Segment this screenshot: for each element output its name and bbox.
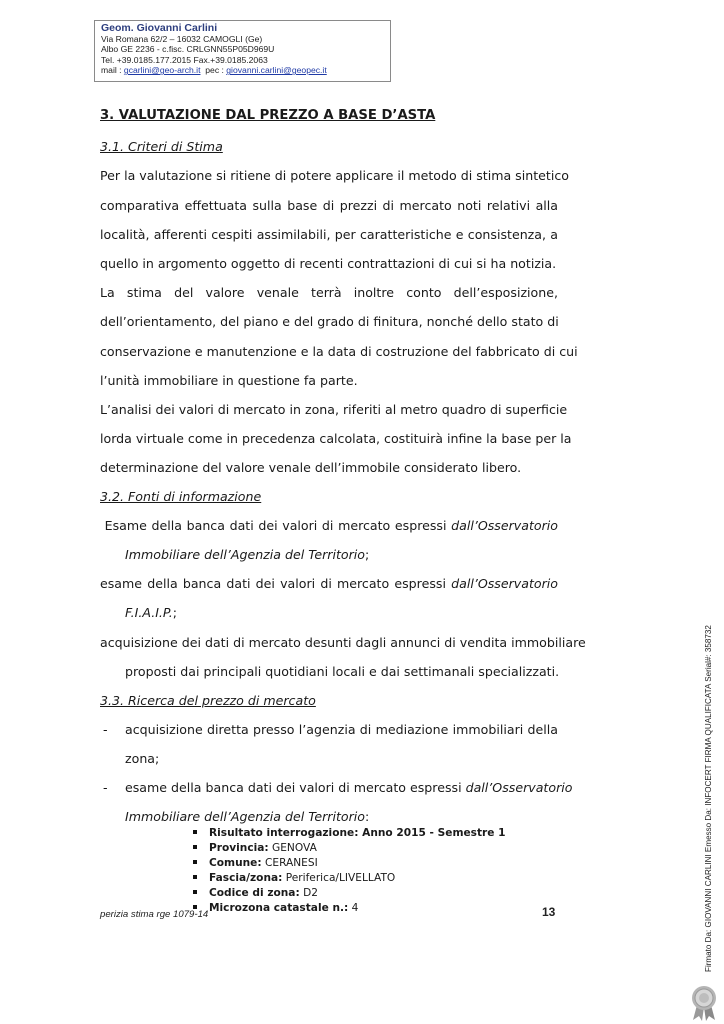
list-item: Risultato interrogazione: Anno 2015 - Semestre 1	[193, 826, 506, 841]
list-item: Codice di zona: D2	[193, 886, 506, 901]
paragraph-line: L’analisi dei valori di mercato in zona, riferiti al metro quadro di superficie	[100, 402, 568, 417]
source-item-ads: acquisizione dei dati di mercato desunti dagli annunci di vendita immobiliare	[100, 635, 586, 650]
subheading-fonti: 3.2. Fonti di informazione	[100, 489, 262, 504]
dash-marker: -	[103, 722, 108, 737]
paragraph-line: La stima del valore venale terrà inoltre conto dell’esposizione,	[100, 285, 558, 300]
list-item: Provincia: GENOVA	[193, 841, 506, 856]
section-title: 3. VALUTAZIONE DAL PREZZO A BASE D’ASTA	[100, 108, 436, 123]
contact-line	[101, 65, 384, 75]
list-item: Fascia/zona: Periferica/LIVELLATO	[193, 871, 506, 886]
search-item-agency: acquisizione diretta presso l’agenzia di mediazione immobiliari della	[125, 722, 558, 737]
list-item: Microzona catastale n.: 4	[193, 901, 506, 916]
square-bullet-icon	[193, 830, 197, 834]
square-bullet-icon	[193, 890, 197, 894]
paragraph-line: lorda virtuale come in precedenza calcolata, costituirà infine la base per la	[100, 431, 572, 446]
dash-marker: -	[103, 780, 108, 795]
subheading-criteri: 3.1. Criteri di Stima	[100, 139, 223, 154]
source-item-omi: Esame della banca dati dei valori di mercato espressi dall’Osservatorio	[100, 518, 558, 533]
mail-link[interactable]: gcarlini@geo-arch.it	[123, 65, 201, 76]
search-item-agency-cont: zona;	[125, 751, 160, 766]
letterhead	[94, 20, 391, 82]
search-item-omi: esame della banca dati dei valori di mercato espressi dall’Osservatorio	[125, 780, 573, 795]
source-item-fiaip-cont: F.I.A.I.P.;	[125, 605, 178, 620]
square-bullet-icon	[193, 860, 197, 864]
paragraph-line: dell’orientamento, del piano e del grado di finitura, nonché dello stato di	[100, 314, 559, 329]
square-bullet-icon	[193, 875, 197, 879]
square-bullet-icon	[193, 845, 197, 849]
paragraph-line: località, afferenti cespiti assimilabili, per caratteristiche e consistenza, a	[100, 227, 558, 242]
paragraph-line: l’unità immobiliare in questione fa parte.	[100, 373, 358, 388]
page-number: 13	[542, 905, 556, 919]
signature-seal-icon	[689, 985, 719, 1021]
mail-label: mail :	[101, 65, 124, 76]
pec-label: pec :	[200, 65, 227, 76]
list-item: Comune: CERANESI	[193, 856, 506, 871]
source-item-omi-cont: Immobiliare dell’Agenzia del Territorio;	[125, 547, 370, 562]
subheading-ricerca: 3.3. Ricerca del prezzo di mercato	[100, 693, 316, 708]
search-item-omi-cont: Immobiliare dell’Agenzia del Territorio:	[125, 809, 370, 824]
source-item-ads-cont: proposti dai principali quotidiani locali e dai settimanali specializzati.	[125, 664, 560, 679]
address: Via Romana 62/2 – 16032 CAMOGLI (Ge)	[101, 34, 263, 44]
paragraph-line: conservazione e manutenzione e la data di costruzione del fabbricato di cui	[100, 344, 578, 359]
surveyor-name: Geom. Giovanni Carlini	[101, 22, 218, 34]
source-item-fiaip: esame della banca dati dei valori di mercato espressi dall’Osservatorio	[100, 576, 558, 591]
paragraph-line: comparativa effettuata sulla base di prezzi di mercato noti relativi alla	[100, 198, 558, 213]
pec-link[interactable]: giovanni.carlini@geopec.it	[226, 65, 327, 76]
registry-info: Albo GE 2236 - c.fisc. CRLGNN55P05D969U	[101, 44, 275, 55]
paragraph-line: Per la valutazione si ritiene di potere applicare il metodo di stima sintetico	[100, 168, 569, 183]
phone-fax: Tel. +39.0185.177.2015 Fax.+39.0185.2063	[101, 54, 268, 65]
paragraph-line: determinazione del valore venale dell’immobile considerato libero.	[100, 460, 522, 475]
document-reference: perizia stima rge 1079-14	[100, 909, 209, 920]
query-result-list	[193, 826, 506, 916]
paragraph-line: quello in argomento oggetto di recenti contrattazioni di cui si ha notizia.	[100, 256, 557, 271]
digital-signature-note: Firmato Da: GIOVANNI CARLINI Emesso Da: INFOCERT FIRMA QUALIFICATA Serial#: 358732	[704, 625, 713, 972]
